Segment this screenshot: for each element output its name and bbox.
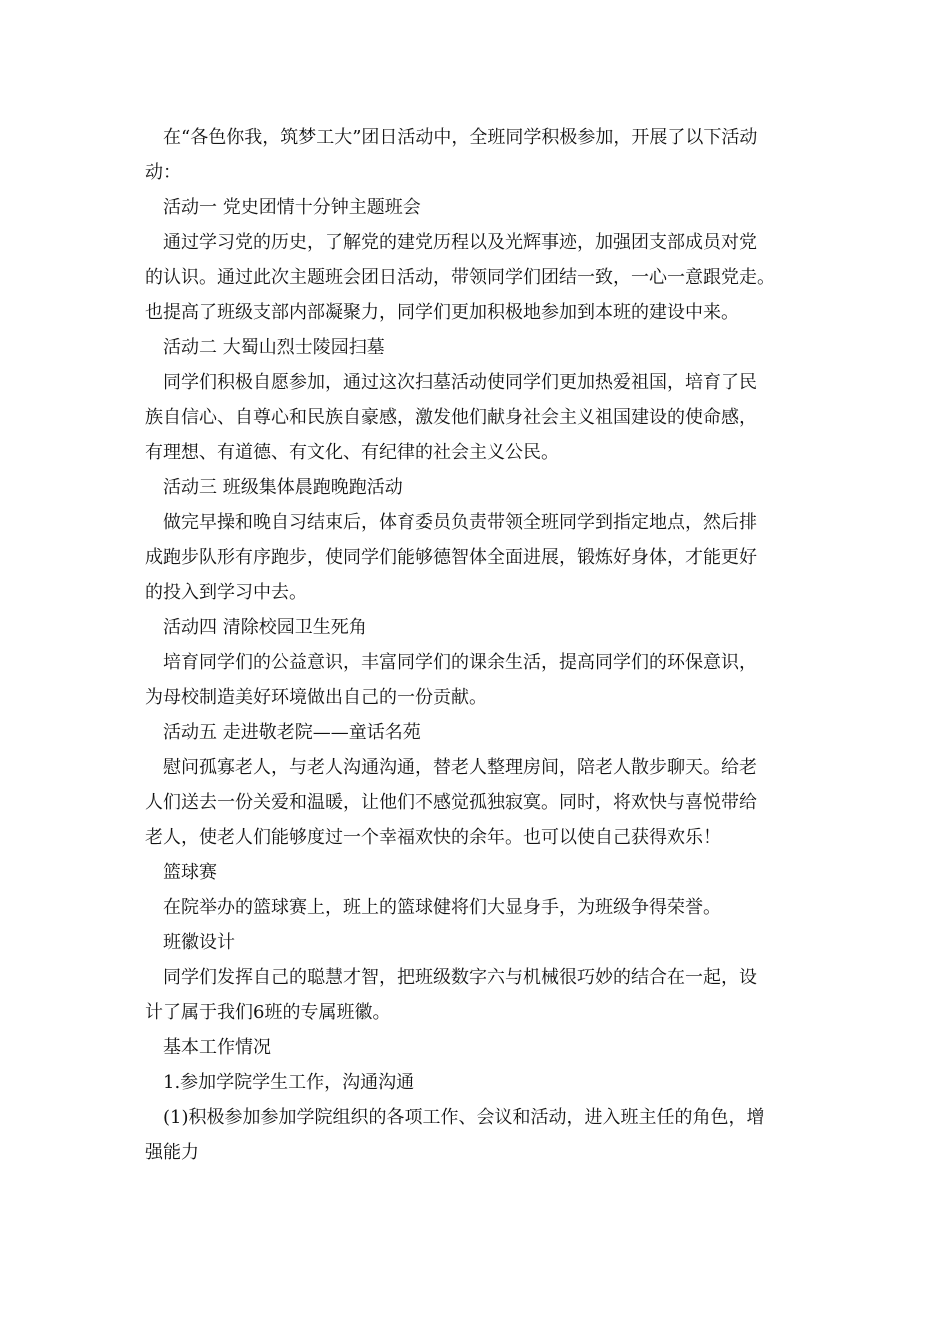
section-heading: 活动二 大蜀山烈士陵园扫墓 <box>163 337 385 358</box>
paragraph-line: 通过学习党的历史，了解党的建党历程以及光辉事迹，加强团支部成员对党 <box>163 232 757 253</box>
paragraph-line: 人们送去一份关爱和温暖，让他们不感觉孤独寂寞。同时，将欢快与喜悦带给 <box>145 792 757 813</box>
paragraph-line: 有理想、有道德、有文化、有纪律的社会主义公民。 <box>145 442 559 463</box>
section-heading: 篮球赛 <box>163 862 217 883</box>
section-heading: 1.参加学院学生工作，沟通沟通 <box>163 1072 415 1093</box>
section-heading: 基本工作情况 <box>163 1037 271 1058</box>
paragraph-line: 也提高了班级支部内部凝聚力，同学们更加积极地参加到本班的建设中来。 <box>145 302 739 323</box>
paragraph-line: 强能力 <box>145 1142 199 1163</box>
paragraph-line: 的投入到学习中去。 <box>145 582 307 603</box>
section-heading: 活动四 清除校园卫生死角 <box>163 617 367 638</box>
section-heading: 活动一 党史团情十分钟主题班会 <box>163 197 421 218</box>
paragraph-line: 成跑步队形有序跑步，使同学们能够德智体全面进展，锻炼好身体，才能更好 <box>145 547 757 568</box>
section-heading: 活动五 走进敬老院——童话名苑 <box>163 722 421 743</box>
paragraph-line: 同学们发挥自己的聪慧才智，把班级数字六与机械很巧妙的结合在一起，设 <box>163 967 757 988</box>
paragraph-line: 在院举办的篮球赛上，班上的篮球健将们大显身手，为班级争得荣誉。 <box>163 897 721 918</box>
section-heading: 班徽设计 <box>163 932 235 953</box>
paragraph-line: 培育同学们的公益意识，丰富同学们的课余生活，提高同学们的环保意识， <box>163 652 757 673</box>
document-page <box>145 120 810 1170</box>
paragraph-line: (1)积极参加参加学院组织的各项工作、会议和活动，进入班主任的角色，增 <box>163 1107 765 1128</box>
paragraph-line: 族自信心、自尊心和民族自豪感，激发他们献身社会主义祖国建设的使命感， <box>145 407 757 428</box>
paragraph-line: 动： <box>145 162 181 183</box>
paragraph-line: 做完早操和晚自习结束后，体育委员负责带领全班同学到指定地点，然后排 <box>163 512 757 533</box>
paragraph-line: 为母校制造美好环境做出自己的一份贡献。 <box>145 687 487 708</box>
paragraph-line: 同学们积极自愿参加，通过这次扫墓活动使同学们更加热爱祖国，培育了民 <box>163 372 757 393</box>
section-heading: 活动三 班级集体晨跑晚跑活动 <box>163 477 403 498</box>
paragraph-line: 慰问孤寡老人，与老人沟通沟通，替老人整理房间，陪老人散步聊天。给老 <box>163 757 757 778</box>
paragraph-line: 计了属于我们6班的专属班徽。 <box>145 1002 391 1023</box>
paragraph-line: 在“各色你我，筑梦工大”团日活动中，全班同学积极参加，开展了以下活动 <box>163 127 758 148</box>
paragraph-line: 的认识。通过此次主题班会团日活动，带领同学们团结一致，一心一意跟党走。 <box>145 267 775 288</box>
paragraph-line: 老人，使老人们能够度过一个幸福欢快的余年。也可以使自己获得欢乐！ <box>145 827 721 848</box>
